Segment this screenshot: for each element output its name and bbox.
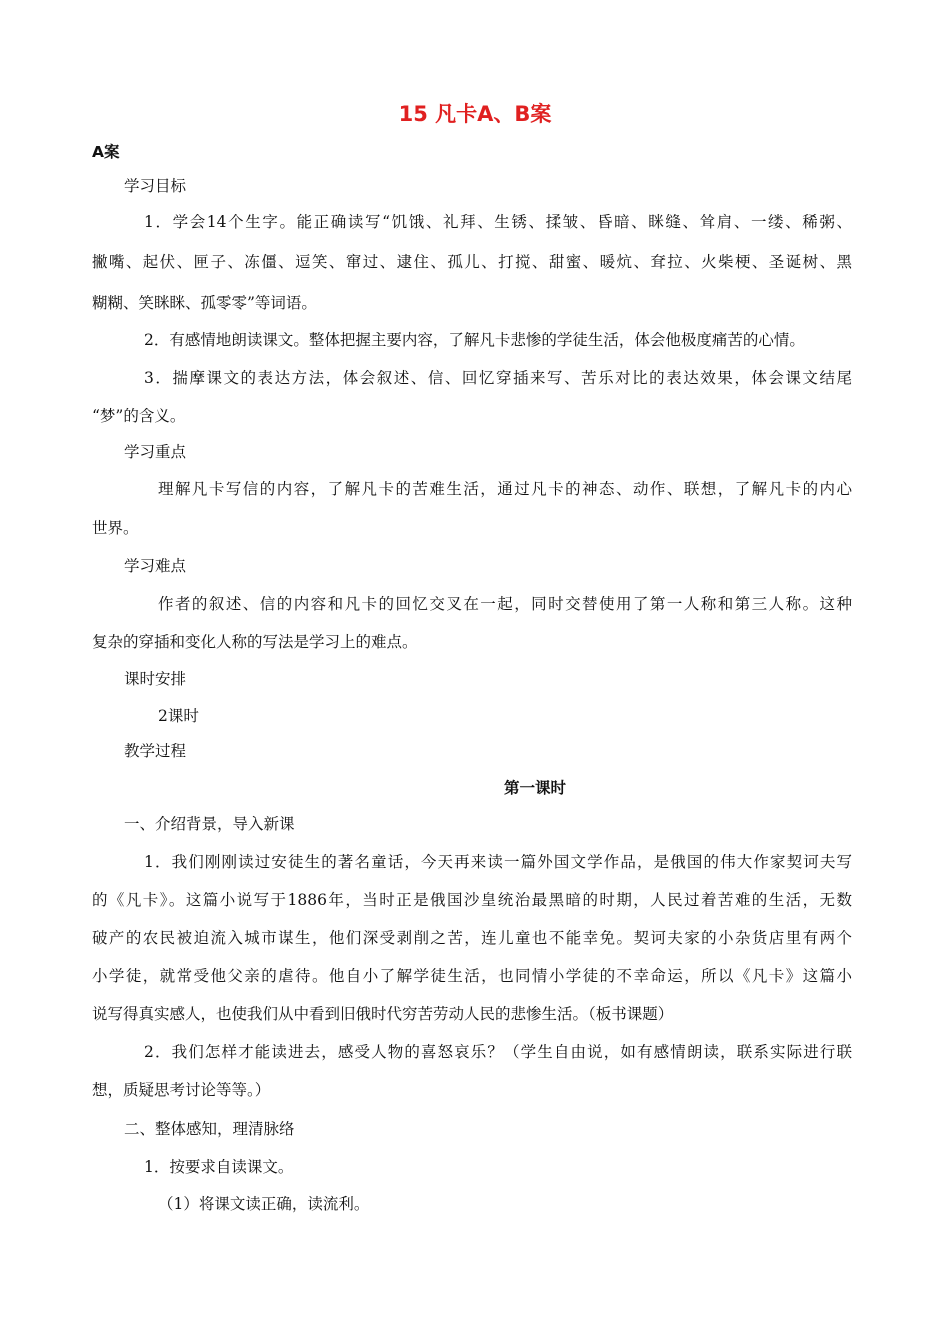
step-1-heading: 一、介绍背景，导入新课 bbox=[124, 815, 295, 833]
goal-1-line-2: 撇嘴、起伏、匣子、冻僵、逗笑、窜过、逮住、孤儿、打搅、甜蜜、暖炕、耷拉、火柴梗、圣诞树、黑 bbox=[92, 253, 852, 271]
step-1-p1-line-4: 小学徒，就常受他父亲的虐待。他自小了解学徒生活，也同情小学徒的不幸命运，所以《凡卡》这篇小 bbox=[92, 967, 852, 985]
goal-3-line-2: “梦”的含义。 bbox=[92, 407, 186, 425]
lesson-1-heading: 第一课时 bbox=[503, 779, 566, 797]
key-points-line-1: 理解凡卡写信的内容，了解凡卡的苦难生活，通过凡卡的神态、动作、联想，了解凡卡的内心 bbox=[158, 480, 852, 498]
document-title: 15 凡卡A、B案 bbox=[398, 102, 552, 126]
goal-1-line-3: 糊糊、笑眯眯、孤零零”等词语。 bbox=[92, 294, 317, 312]
goal-3-line-1: 3．揣摩课文的表达方法，体会叙述、信、回忆穿插来写、苦乐对比的表达效果，体会课文结尾 bbox=[144, 369, 852, 387]
goals-heading: 学习目标 bbox=[124, 177, 187, 195]
goal-1-line-1: 1．学会14个生字。能正确读写“饥饿、礼拜、生锈、揉皱、昏暗、眯缝、耸肩、一缕、稀粥、 bbox=[144, 213, 852, 231]
step-1-p1-line-3: 破产的农民被迫流入城市谋生，他们深受剥削之苦，连儿童也不能幸免。契诃夫家的小杂货店里有两个 bbox=[92, 929, 852, 947]
goal-2: 2．有感情地朗读课文。整体把握主要内容，了解凡卡悲惨的学徒生活，体会他极度痛苦的心情。 bbox=[144, 331, 805, 349]
step-1-p1-line-5: 说写得真实感人，也使我们从中看到旧俄时代穷苦劳动人民的悲惨生活。（板书课题） bbox=[92, 1005, 674, 1023]
step-1-p1-line-2: 的《凡卡》。这篇小说写于1886年，当时正是俄国沙皇统治最黑暗的时期，人民过着苦难的生活，无数 bbox=[92, 891, 852, 909]
step-1-p2-line-1: 2．我们怎样才能读进去，感受人物的喜怒哀乐？（学生自由说，如有感情朗读，联系实际进行联 bbox=[144, 1043, 852, 1061]
key-points-heading: 学习重点 bbox=[124, 443, 187, 461]
step-2-item-1: 1．按要求自读课文。 bbox=[144, 1158, 294, 1176]
step-2-heading: 二、整体感知，理清脉络 bbox=[124, 1120, 295, 1138]
difficulties-heading: 学习难点 bbox=[124, 557, 187, 575]
step-1-p2-line-2: 想，质疑思考讨论等等。） bbox=[92, 1081, 271, 1099]
difficulties-line-2: 复杂的穿插和变化人称的写法是学习上的难点。 bbox=[92, 633, 418, 651]
key-points-line-2: 世界。 bbox=[92, 519, 139, 537]
step-1-p1-line-1: 1．我们刚刚读过安徒生的著名童话，今天再来读一篇外国文学作品，是俄国的伟大作家契诃夫写 bbox=[144, 853, 852, 871]
process-heading: 教学过程 bbox=[124, 742, 187, 760]
schedule-value: 2课时 bbox=[158, 707, 199, 725]
section-a-label: A案 bbox=[92, 143, 120, 161]
step-2-sub-1: （1）将课文读正确，读流利。 bbox=[158, 1195, 370, 1213]
schedule-heading: 课时安排 bbox=[124, 670, 187, 688]
difficulties-line-1: 作者的叙述、信的内容和凡卡的回忆交叉在一起，同时交替使用了第一人称和第三人称。这种 bbox=[158, 595, 852, 613]
